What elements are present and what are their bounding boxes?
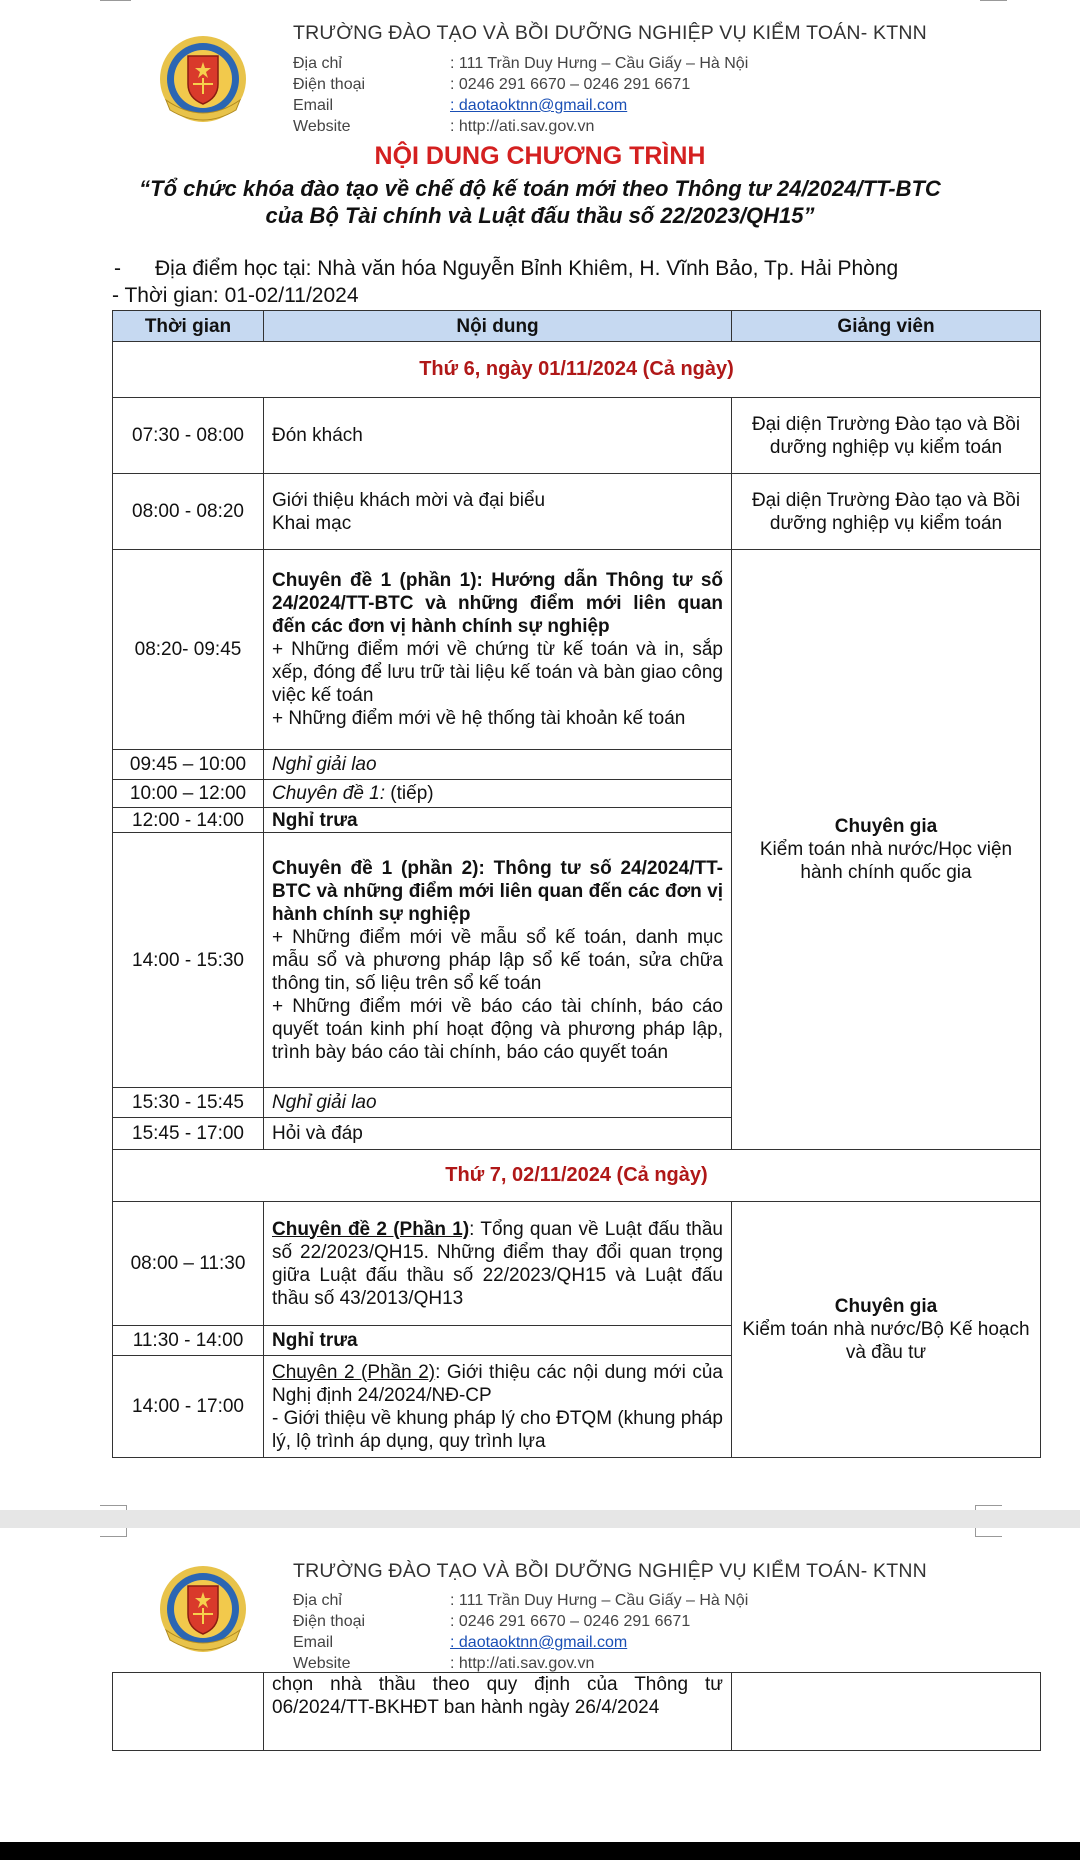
location-dash: - (114, 257, 121, 280)
website-label: Website (293, 118, 351, 135)
address-value: : 111 Trần Duy Hưng – Cầu Giấy – Hà Nội (450, 55, 749, 72)
day-row (113, 1150, 1041, 1202)
table-row (113, 1673, 1041, 1751)
website-value: : http://ati.sav.gov.vn (450, 118, 595, 135)
content-italic: Chuyên đề 1: (272, 783, 386, 804)
row-time (113, 1673, 264, 1751)
email-link[interactable]: : daotaoktnn@gmail.com (450, 97, 628, 114)
topic-text: : Giới thiệu các nội dung mới của Nghị định 24/2024/NĐ-CP (272, 1361, 723, 1406)
row-time: 12:00 - 14:00 (113, 808, 264, 833)
location-line: Địa điểm học tại: Nhà văn hóa Nguyễn Bỉnh Khiêm, H. Vĩnh Bảo, Tp. Hải Phòng (155, 257, 899, 280)
row-content: Đón khách (264, 398, 732, 474)
topic-point: + Những điểm mới về báo cáo tài chính, báo cáo quyết toán kinh phí hoạt động và phương pháp lập, trình bày báo cáo tài chính, báo cáo quyết toán (272, 995, 723, 1063)
website-label: Website (293, 1655, 351, 1672)
row-time: 07:30 - 08:00 (113, 398, 264, 474)
table-row (113, 1202, 1041, 1326)
row-content (264, 1356, 732, 1458)
address-value: : 111 Trần Duy Hưng – Cầu Giấy – Hà Nội (450, 1592, 749, 1609)
row-content: Nghỉ giải lao (264, 750, 732, 780)
topic-point: + Những điểm mới về hệ thống tài khoản kế toán (272, 708, 686, 729)
subtitle-line-1: “Tổ chức khóa đào tạo về chế độ kế toán mới theo Thông tư 24/2024/TT-BTC (139, 176, 941, 201)
row-content: Nghỉ giải lao (264, 1088, 732, 1118)
row-time: 14:00 - 17:00 (113, 1356, 264, 1458)
day-2-heading: Thứ 7, 02/11/2024 (Cả ngày) (113, 1150, 1041, 1202)
header-lecturer: Giảng viên (732, 311, 1041, 342)
topic-title: Chuyên đề 1 (phần 2): Thông tư số 24/2024/TT-BTC và những điểm mới liên quan đến các đơn vị hành chính sự nghiệp (272, 857, 723, 925)
row-content: chọn nhà thầu theo quy định của Thông tư 06/2024/TT-BKHĐT ban hành ngày 26/4/2024 (264, 1673, 732, 1751)
address-label: Địa chỉ (293, 1592, 342, 1609)
topic-title: Chuyên 2 (Phần 2) (272, 1361, 436, 1383)
day-1-heading: Thứ 6, ngày 01/11/2024 (Cả ngày) (113, 342, 1041, 398)
topic-title: Chuyên đề 2 (Phần 1) (272, 1218, 470, 1240)
email-label: Email (293, 97, 334, 114)
topic-point: + Những điểm mới về chứng từ kế toán và in, sắp xếp, đóng để lưu trữ tài liệu kế toán và bàn giao công việc kế toán (272, 639, 723, 706)
row-time: 15:30 - 15:45 (113, 1088, 264, 1118)
row-time: 08:00 - 08:20 (113, 474, 264, 550)
schedule-table (112, 310, 1041, 1458)
row-content (264, 780, 732, 808)
email-link[interactable]: : daotaoktnn@gmail.com (450, 1634, 628, 1651)
topic-point: + Những điểm mới về mẫu sổ kế toán, danh mục mẫu sổ và phương pháp lập sổ kế toán, sửa chữa thông tin, số liệu trên sổ kế toán (272, 926, 723, 994)
lecturer-block-1 (732, 550, 1041, 1150)
row-time: 08:00 – 11:30 (113, 1202, 264, 1326)
content-rest: (tiếp) (385, 783, 434, 804)
email-label: Email (293, 1634, 334, 1651)
phone-label: Điện thoại (293, 1613, 366, 1630)
address-label: Địa chỉ (293, 55, 342, 72)
row-content: Hỏi và đáp (264, 1118, 732, 1150)
content-line: Khai mạc (272, 512, 352, 534)
row-content: Nghỉ trưa (264, 808, 732, 833)
phone-label: Điện thoại (293, 76, 366, 93)
row-lecturer (732, 1673, 1041, 1751)
lecturer-title: Chuyên gia (834, 1296, 938, 1317)
topic-title: Chuyên đề 1 (phần 1): Hướng dẫn Thông tư số 24/2024/TT-BTC và những điểm mới liên quan đến các đơn vị hành chính sự nghiệp (272, 570, 723, 637)
bottom-bar (0, 1842, 1080, 1860)
schedule-table-continued (112, 1672, 1041, 1751)
topic-text: : Tổng quan về Luật đấu thầu số 22/2023/QH15. Những điểm thay đổi quan trọng giữa Luật đấu thầu số 22/2023/QH15 và Luật đấu thầu số 43/2013/QH13 (272, 1218, 723, 1309)
row-content (264, 1202, 732, 1326)
state-audit-logo (158, 1564, 248, 1654)
row-time: 10:00 – 12:00 (113, 780, 264, 808)
row-time: 09:45 – 10:00 (113, 750, 264, 780)
lecturer-block-2 (732, 1202, 1041, 1458)
table-row (113, 398, 1041, 474)
program-title: NỘI DUNG CHƯƠNG TRÌNH (374, 142, 706, 170)
letterhead (0, 0, 1080, 135)
page-gap (0, 1510, 1080, 1528)
header-time: Thời gian (113, 311, 264, 342)
row-time: 11:30 - 14:00 (113, 1326, 264, 1356)
state-audit-logo (158, 34, 248, 124)
row-content (264, 474, 732, 550)
topic-point: - Giới thiệu về khung pháp lý cho ĐTQM (khung pháp lý, lộ trình áp dụng, quy trình lựa (272, 1407, 723, 1452)
row-content: Nghỉ trưa (264, 1326, 732, 1356)
time-line: - Thời gian: 01-02/11/2024 (112, 284, 359, 307)
row-time: 08:20- 09:45 (113, 550, 264, 750)
header-content: Nội dung (264, 311, 732, 342)
letterhead-page-2 (0, 1540, 1080, 1672)
row-content (264, 550, 732, 750)
lecturer-title: Chuyên gia (834, 816, 938, 837)
row-time: 14:00 - 15:30 (113, 833, 264, 1088)
website-value: : http://ati.sav.gov.vn (450, 1655, 595, 1672)
row-lecturer: Đại diện Trường Đào tạo và Bồi dưỡng nghiệp vụ kiểm toán (732, 398, 1041, 474)
row-time: 15:45 - 17:00 (113, 1118, 264, 1150)
table-row (113, 474, 1041, 550)
school-name: TRƯỜNG ĐÀO TẠO VÀ BỒI DƯỠNG NGHIỆP VỤ KIỂM TOÁN- KTNN (293, 1560, 927, 1582)
table-header-row (113, 311, 1041, 342)
subtitle-line-2: của Bộ Tài chính và Luật đấu thầu số 22/2023/QH15” (265, 203, 815, 228)
lecturer-text: Kiểm toán nhà nước/Bộ Kế hoạch và đầu tư (742, 1319, 1030, 1363)
program-subtitle (0, 175, 1080, 229)
phone-value: : 0246 291 6670 – 0246 291 6671 (450, 76, 691, 93)
phone-value: : 0246 291 6670 – 0246 291 6671 (450, 1613, 691, 1630)
content-line: Giới thiệu khách mời và đại biểu (272, 489, 546, 511)
table-row (113, 550, 1041, 750)
lecturer-text: Kiểm toán nhà nước/Học viện hành chính quốc gia (759, 839, 1013, 883)
row-lecturer: Đại diện Trường Đào tạo và Bồi dưỡng nghiệp vụ kiểm toán (732, 474, 1041, 550)
day-row (113, 342, 1041, 398)
school-name: TRƯỜNG ĐÀO TẠO VÀ BỒI DƯỠNG NGHIỆP VỤ KIỂM TOÁN- KTNN (293, 22, 927, 44)
row-content (264, 833, 732, 1088)
